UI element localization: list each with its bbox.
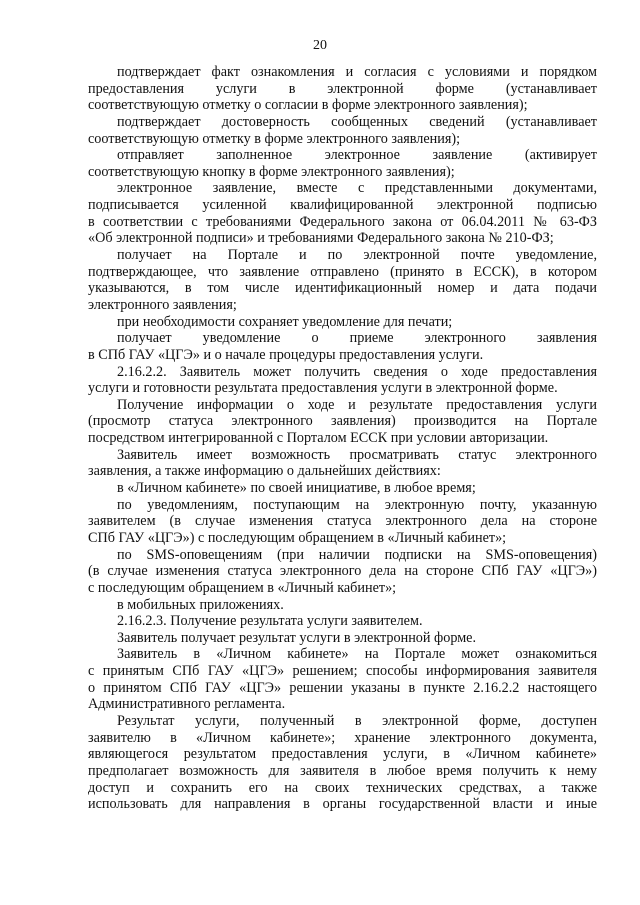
- text-line: соответствующую отметку о согласии в форме электронного заявления);: [88, 97, 528, 114]
- text-line: заявления, а также информацию о дальнейших действиях:: [88, 463, 441, 480]
- text-line: подтверждающее, что заявление отправлено (принято в ЕССК), в котором: [88, 263, 597, 280]
- text-line: подтверждает достоверность сообщенных сведений (устанавливает: [117, 113, 597, 130]
- text-line: заявителем (в случае изменения статуса электронного дела на стороне: [88, 513, 597, 530]
- text-line: в СПб ГАУ «ЦГЭ» и о начале процедуры предоставления услуги.: [88, 346, 484, 363]
- text-line: Заявитель получает результат услуги в электронной форме.: [117, 629, 477, 646]
- text-line: «Об электронной подписи» и требованиями Федерального закона № 210-ФЗ;: [88, 230, 554, 247]
- text-line: использовать для направления в органы государственной власти и иные: [88, 796, 597, 813]
- text-line: 2.16.2.3. Получение результата услуги заявителем.: [117, 613, 423, 630]
- text-line: о принятом СПб ГАУ «ЦГЭ» решении указаны в пункте 2.16.2.2 настоящего: [88, 679, 597, 696]
- text-line: подтверждает факт ознакомления и согласия с условиями и порядком: [117, 64, 597, 80]
- text-line: получает уведомление о приеме электронного заявления: [117, 330, 597, 347]
- text-line: отправляет заполненное электронное заявление (активирует: [117, 147, 597, 164]
- text-line: в «Личном кабинете» по своей инициативе, в любое время;: [117, 480, 476, 497]
- text-line: по уведомлениям, поступающим на электронную почту, указанную: [117, 496, 597, 513]
- text-line: Результат услуги, полученный в электронной форме, доступен: [117, 712, 597, 729]
- text-line: с принятым СПб ГАУ «ЦГЭ» решением; способы информирования заявителя: [88, 663, 597, 680]
- text-line: при необходимости сохраняет уведомление для печати;: [117, 313, 453, 330]
- text-line: доступ и сохранить его на своих технических средствах, а также: [88, 779, 597, 796]
- text-line: 2.16.2.2. Заявитель может получить сведения о ходе предоставления: [117, 363, 597, 380]
- text-line: в мобильных приложениях.: [117, 596, 284, 613]
- text-line: соответствующую отметку в форме электронного заявления);: [88, 130, 461, 147]
- text-line: Получение информации о ходе и результате предоставления услуги: [117, 396, 597, 413]
- text-line: по SMS-оповещениям (при наличии подписки на SMS-оповещения): [117, 546, 597, 563]
- text-line: получает на Портале и по электронной почте уведомление,: [117, 247, 597, 264]
- text-line: с последующим обращением в «Личный кабинет»;: [88, 579, 397, 596]
- text-line: предоставления услуги в электронной форме (устанавливает: [88, 80, 597, 97]
- text-line: посредством интегрированной с Порталом ЕССК при условии авторизации.: [88, 430, 549, 447]
- text-line: Административного регламента.: [88, 696, 286, 713]
- text-line: СПб ГАУ «ЦГЭ») с последующим обращением в «Личный кабинет»;: [88, 529, 507, 546]
- text-line: услуги и готовности результата предоставления услуги в электронной форме.: [88, 380, 558, 397]
- text-line: подписывается усиленной квалифицированной электронной подписью: [88, 197, 597, 214]
- text-line: Заявитель в «Личном кабинете» на Портале может ознакомиться: [117, 646, 597, 663]
- text-line: электронного заявления;: [88, 296, 237, 313]
- text-line: соответствующую кнопку в форме электронного заявления);: [88, 163, 455, 180]
- text-line: электронное заявление, вместе с представленными документами,: [117, 180, 597, 197]
- text-line: заявителю в «Личном кабинете»; хранение электронного документа,: [88, 729, 597, 746]
- text-line: (просмотр статуса электронного заявления) производится на Портале: [88, 413, 597, 430]
- text-line: предполагает возможность для заявителя в любое время получить к нему: [88, 762, 597, 779]
- document-body-text: [0, 64, 640, 813]
- text-line: в соответствии с требованиями Федерального закона от 06.04.2011 № 63-ФЗ: [88, 213, 597, 230]
- text-line: являющегося результатом предоставления услуги, в «Личном кабинете»: [88, 746, 597, 763]
- page-number: 20: [313, 38, 327, 53]
- text-line: Заявитель имеет возможность просматривать статус электронного: [117, 446, 597, 463]
- text-line: указываются, в том числе идентификационный номер и дата подачи: [88, 280, 597, 297]
- text-line: (в случае изменения статуса электронного дела на стороне СПб ГАУ «ЦГЭ»): [88, 563, 597, 580]
